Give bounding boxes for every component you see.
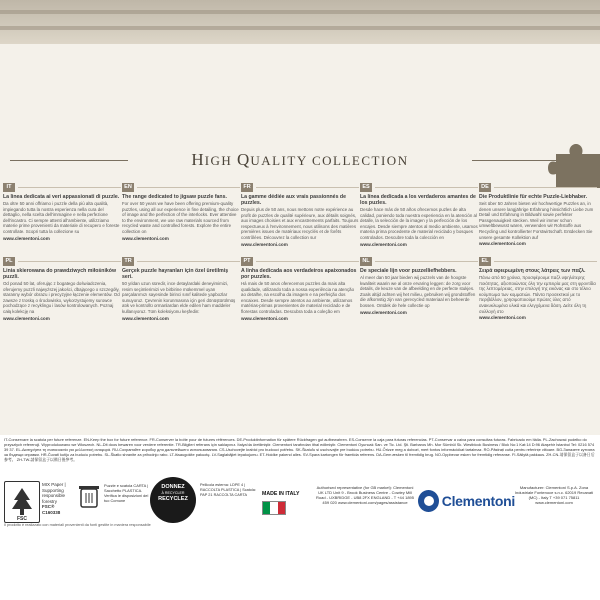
recycle-bin-icon <box>78 483 100 509</box>
lang-body: Seit über 50 Jahren bieten wir hochwertige Puzzles an, in denen unsere langjährige Erfahrung hinsichtlich Liebe zum Detail und Erfahrung in Bildwahl sowie perfekter Passgenauigkeit stecken. Weil wir immer schon umweltbewusst waren, verwenden wir Rohstoffe aus Recycling und kontrollierter Forstwirtschaft. Entdecken Sie unsere gesamte Kollektion auf <box>479 201 594 240</box>
lang-block-en <box>122 182 240 241</box>
lang-body: Al meer dan 50 jaar bieden wij puzzels van de hoogste kwaliteit waarin we al onze ervaring leggen: de zorg voor details, de keuze van de afbeelding en de perfecte stukjes. Zoals altijd achten wij het milieu, gebruiken wij grondstoffen die afkomstig zijn van gerecycled materiaal en beheerde bossen. Ontdek de hele collectie op <box>360 275 476 308</box>
lang-code: IT <box>3 183 15 192</box>
lang-title: La linea dedicata ai veri appassionati di puzzle. <box>3 194 120 200</box>
website-link: www.clementoni.com <box>241 315 288 321</box>
lang-block-es <box>360 182 478 247</box>
lang-body: Há mais de 50 anos oferecemos puzzles da mais alta qualidade, utilizando toda a nossa experiência na atenção ao detalhe, na escolha da imagem e na perfeição dos encaixes. Desde sempre atentos ao ambiente, utilizamos matérias-primas provenientes de material reciclado e de florestas controladas. Descubra toda a coleção em <box>241 281 355 314</box>
lang-body: 50 yıldan uzun süredir, ince detaylardaki deneyimimizi, resim seçimlerimizi ve birbirine mükemmel uyan parçalarımızı sayesinde birinci sınıf kalitede yapbozlar sunuyoruz. Çevrenin korunmasına için geri dönüştürülmüş atık ve kontrollü ormanlardan elde edilen ham maddeler kullanıyoruz. Tüm koleksiyonu keşfedin: <box>122 281 236 314</box>
lang-title: A linha dedicada aos verdadeiros apaixonados por puzzles. <box>241 268 357 280</box>
website-link: www.clementoni.com <box>360 309 407 315</box>
lang-block-pl <box>3 256 121 321</box>
lang-body: Desde hace más de 50 años ofrecemos puzles de alta calidad, poniendo toda nuestra experiencia en la atención al detalle, la selección de la imagen y la perfección de los encajes. Desde siempre atentos al medio ambiente, usamos materia prima procedente de material reciclado y bosques controlados. Descubre toda la colección en <box>360 207 478 240</box>
flag-stripe-red <box>278 502 285 514</box>
lang-code: TR <box>122 257 134 266</box>
lang-code: PT <box>241 257 253 266</box>
made-in-italy-label: MADE IN ITALY <box>262 491 300 497</box>
lang-block-el <box>479 256 597 320</box>
lang-block-de <box>479 182 597 246</box>
website-link: www.clementoni.com <box>122 315 169 321</box>
lang-block-tr <box>122 256 240 321</box>
lang-block-fr <box>241 182 359 247</box>
lang-block-it <box>3 182 121 241</box>
collection-title: HIGH QUALITY COLLECTION <box>191 150 409 169</box>
lang-code: ES <box>360 183 372 192</box>
lang-body: Depuis plus de 50 ans, nous mettons notre expérience au profit de puzzles de qualité supérieure, aux détails soignés, aux images choisies et aux encastrements parfaits. Toujours respectueux à l'environnement, nous utilisons des matières premières issues de matériaux recyclés et de forêts contrôlées. Découvrez la collection sur <box>241 207 359 240</box>
website-link: www.clementoni.com <box>3 315 50 321</box>
puzzle-piece-icon <box>548 140 600 188</box>
lang-code: NL <box>360 257 372 266</box>
lang-body: Πάνω από 50 χρόνια, προσφέρουμε παζλ υψηλότερης ποιότητας, αξιοποιώντας όλη την εμπειρία μας στη φροντίδα της λεπτομέρειας, στην επιλογή της εικόνας και στο τέλειο κούμπωμα των κομματιών. Πάντα προσεκτικοί με το περιβάλλον, χρησιμοποιούμε πρώτες ύλες από ανακυκλωμένα υλικά και ελεγχόμενα δάση. Δείτε όλη τη συλλογή στο <box>479 275 596 314</box>
clementoni-logo <box>418 490 515 512</box>
packaging-sorting-text: Pellicola esterna: LDPE 4 | RACCOLTA PLASTICA | Scatola: PAP 21 RACCOLTA CARTA <box>200 483 256 497</box>
lang-body: For over 50 years we have been offering premium-quality puzzles, using all our experience in fine detailing, the choice of image and the perfection of the interlocks. Ever attentive to the environment, we use raw materials sourced from recycled waste and controlled forests. Explore the entire collection on <box>122 201 239 234</box>
lang-code: EN <box>122 183 134 192</box>
flag-stripe-green <box>263 502 270 514</box>
lang-code: PL <box>3 257 15 266</box>
flag-stripe-white <box>270 502 277 514</box>
lang-title: Σειρά αφιερωμένη στους λάτρεις των παζλ. <box>479 268 586 274</box>
uk-representative-info: Authorised representative (for GB market): Clementoni UK LTD Unit 9 - Brook Business Centre - Cowley Mill Road - UXBRIDGE - UB8 2FX ENGLAND - T +44 1895 459 020 www.clementoni.com/pages/assistance <box>316 485 415 505</box>
lang-title: Linia skierowana do prawdziwych miłośników puzzli. <box>3 268 116 280</box>
lang-title: La línea dedicada a los verdaderos amantes de los puzles. <box>360 194 476 206</box>
lang-block-nl <box>360 256 478 315</box>
recycling-instructions: Puzzle e scatola CARTA | Sacchetto PLASTICA. Verifica le disposizioni del tuo Comune <box>104 483 149 503</box>
website-link: www.clementoni.com <box>479 315 526 321</box>
lang-block-pt <box>241 256 359 321</box>
website-link: www.clementoni.com <box>122 235 169 241</box>
website-link: www.clementoni.com <box>241 241 288 247</box>
website-link: www.clementoni.com <box>360 241 407 247</box>
svg-text:FSC: FSC <box>17 516 27 522</box>
lang-title: The range dedicated to jigsaw puzzle fans. <box>122 194 227 200</box>
manufacturer-info: Manufacturer: Clementoni S.p.A. Zona Industriale Fontenoce s.n.c. 62019 Recanati (MC) - Italy T +39 071 75811 www.clementoni.com <box>514 485 594 505</box>
legal-info-band <box>0 435 600 600</box>
brand-name: Clementoni <box>441 493 515 509</box>
fsc-caption: Il prodotto è realizzato con materiali provenienti da fonti gestite in maniera responsabile <box>4 523 151 527</box>
fsc-logo-icon <box>4 481 40 523</box>
lang-title: Die Produktlinie für echte Puzzle-Liebhaber. <box>479 194 588 200</box>
puzzle-photo-strip <box>0 0 600 44</box>
lang-body: Od ponad 50 lat, oferując z bogatego doświadczenia, oferujemy puzzli najwyższej jakości, dbającego o szczegóły, staranny wybór obrazu i precyzyjne łączenie elementów. Od zawsze z troską o środowisko, wykorzystujemy surowce pochodzące z recyklingu i lasów kontrolowanych. Poznaj całą kolekcję na <box>3 281 120 314</box>
lang-title: De speciale lijn voor puzzelliefhebbers. <box>360 268 457 274</box>
brand-mark-icon <box>418 490 439 512</box>
italy-flag-icon <box>262 501 286 515</box>
multilingual-notice: IT-Conservare la scatola per future referenze. EN-Keep the box for future reference. FR-Conserver la boîte pour de futures références. DE-Produktinformation für spätere Rückfragen gut aufbewahren. ES-Conserve la caja para futuras referencias. PT-Conservar a caixa para consultas futuras. Fabricado em Itália. PL-Zachować pudełko do przyszłych referencji. Wyprodukowano we Włoszech. NL-Dit doos bewaren voor verdere referentie. TR-Bilgileri referans için saklayınız. İtalya'da üretilmiştir. Clementoni tarafından ithal edilmiştir. Clementoni Oyuncak San. ve Tic. Ltd. Şti. Barbaros Mh. Mor Sümbül Sk. Westblock Business / Blok No:1 Kat:14 D:96 Ataşehir İstanbul Tel: 0216 574 39 37. EL-Διατηρήστε τη συσκευασία για μελλοντική αναφορά. RU-Сохраняйте коробку для дальнейшего использования. CS-Uschovejte krabici pro budoucí potřebu. SK-Škatuľu si uschovajte pre budúcu potrebu. HU-Őrizze meg a dobozt, mert fontos információkat tartalmaz. RO-Păstrați cutia pentru referințe viitoare. BG-Запазете кутията за бъдещи справки. HR-Čuvati kutiju za buduću potrebu. SL-Škatlo shranite za prihodnjo rabo. LT-Išsaugokite pakuotę. LV-Saglabājiet iepakojumu. ET-Hoidke pakend alles. SV-Spara kartongen för framtida referens. DA-Gem æsken til fremtidig brug. NO-Oppbevar esken for fremtidig referanse. FI-Säilytä pakkaus. ZH-CN-请保留盒子以备日后参考。 ZH-TW-請保留盒子以備日後參考。 <box>4 437 595 462</box>
lang-code: FR <box>241 183 253 192</box>
lang-title: La gamme dédiée aux vrais passionnés de puzzles. <box>241 194 346 206</box>
website-link: www.clementoni.com <box>479 241 526 247</box>
website-link: www.clementoni.com <box>3 235 50 241</box>
fsc-label: MIX Paper | Supporting responsible forestry FSC® C160338 <box>42 482 66 515</box>
lang-title: Gerçek puzzle hayranları için özel üretilmiş seri. <box>122 268 229 280</box>
lang-code: DE <box>479 183 491 192</box>
lang-body: Da oltre 50 anni offriamo i puzzle della più alta qualità, impiegando tutta la nostra esperienza nella cura del dettaglio, nella scelta dell'immagine e nella perfezione dell'incastro. Ci sempre attenti all'ambiente, utilizziamo materie prime provenienti da materiale di recupero e foreste controllate. Scopri tutta la collezione su <box>3 201 120 234</box>
triman-recycle-badge: DONNEZ À RECYCLER RECYCLEZ <box>150 477 196 523</box>
lang-code: EL <box>479 257 491 266</box>
